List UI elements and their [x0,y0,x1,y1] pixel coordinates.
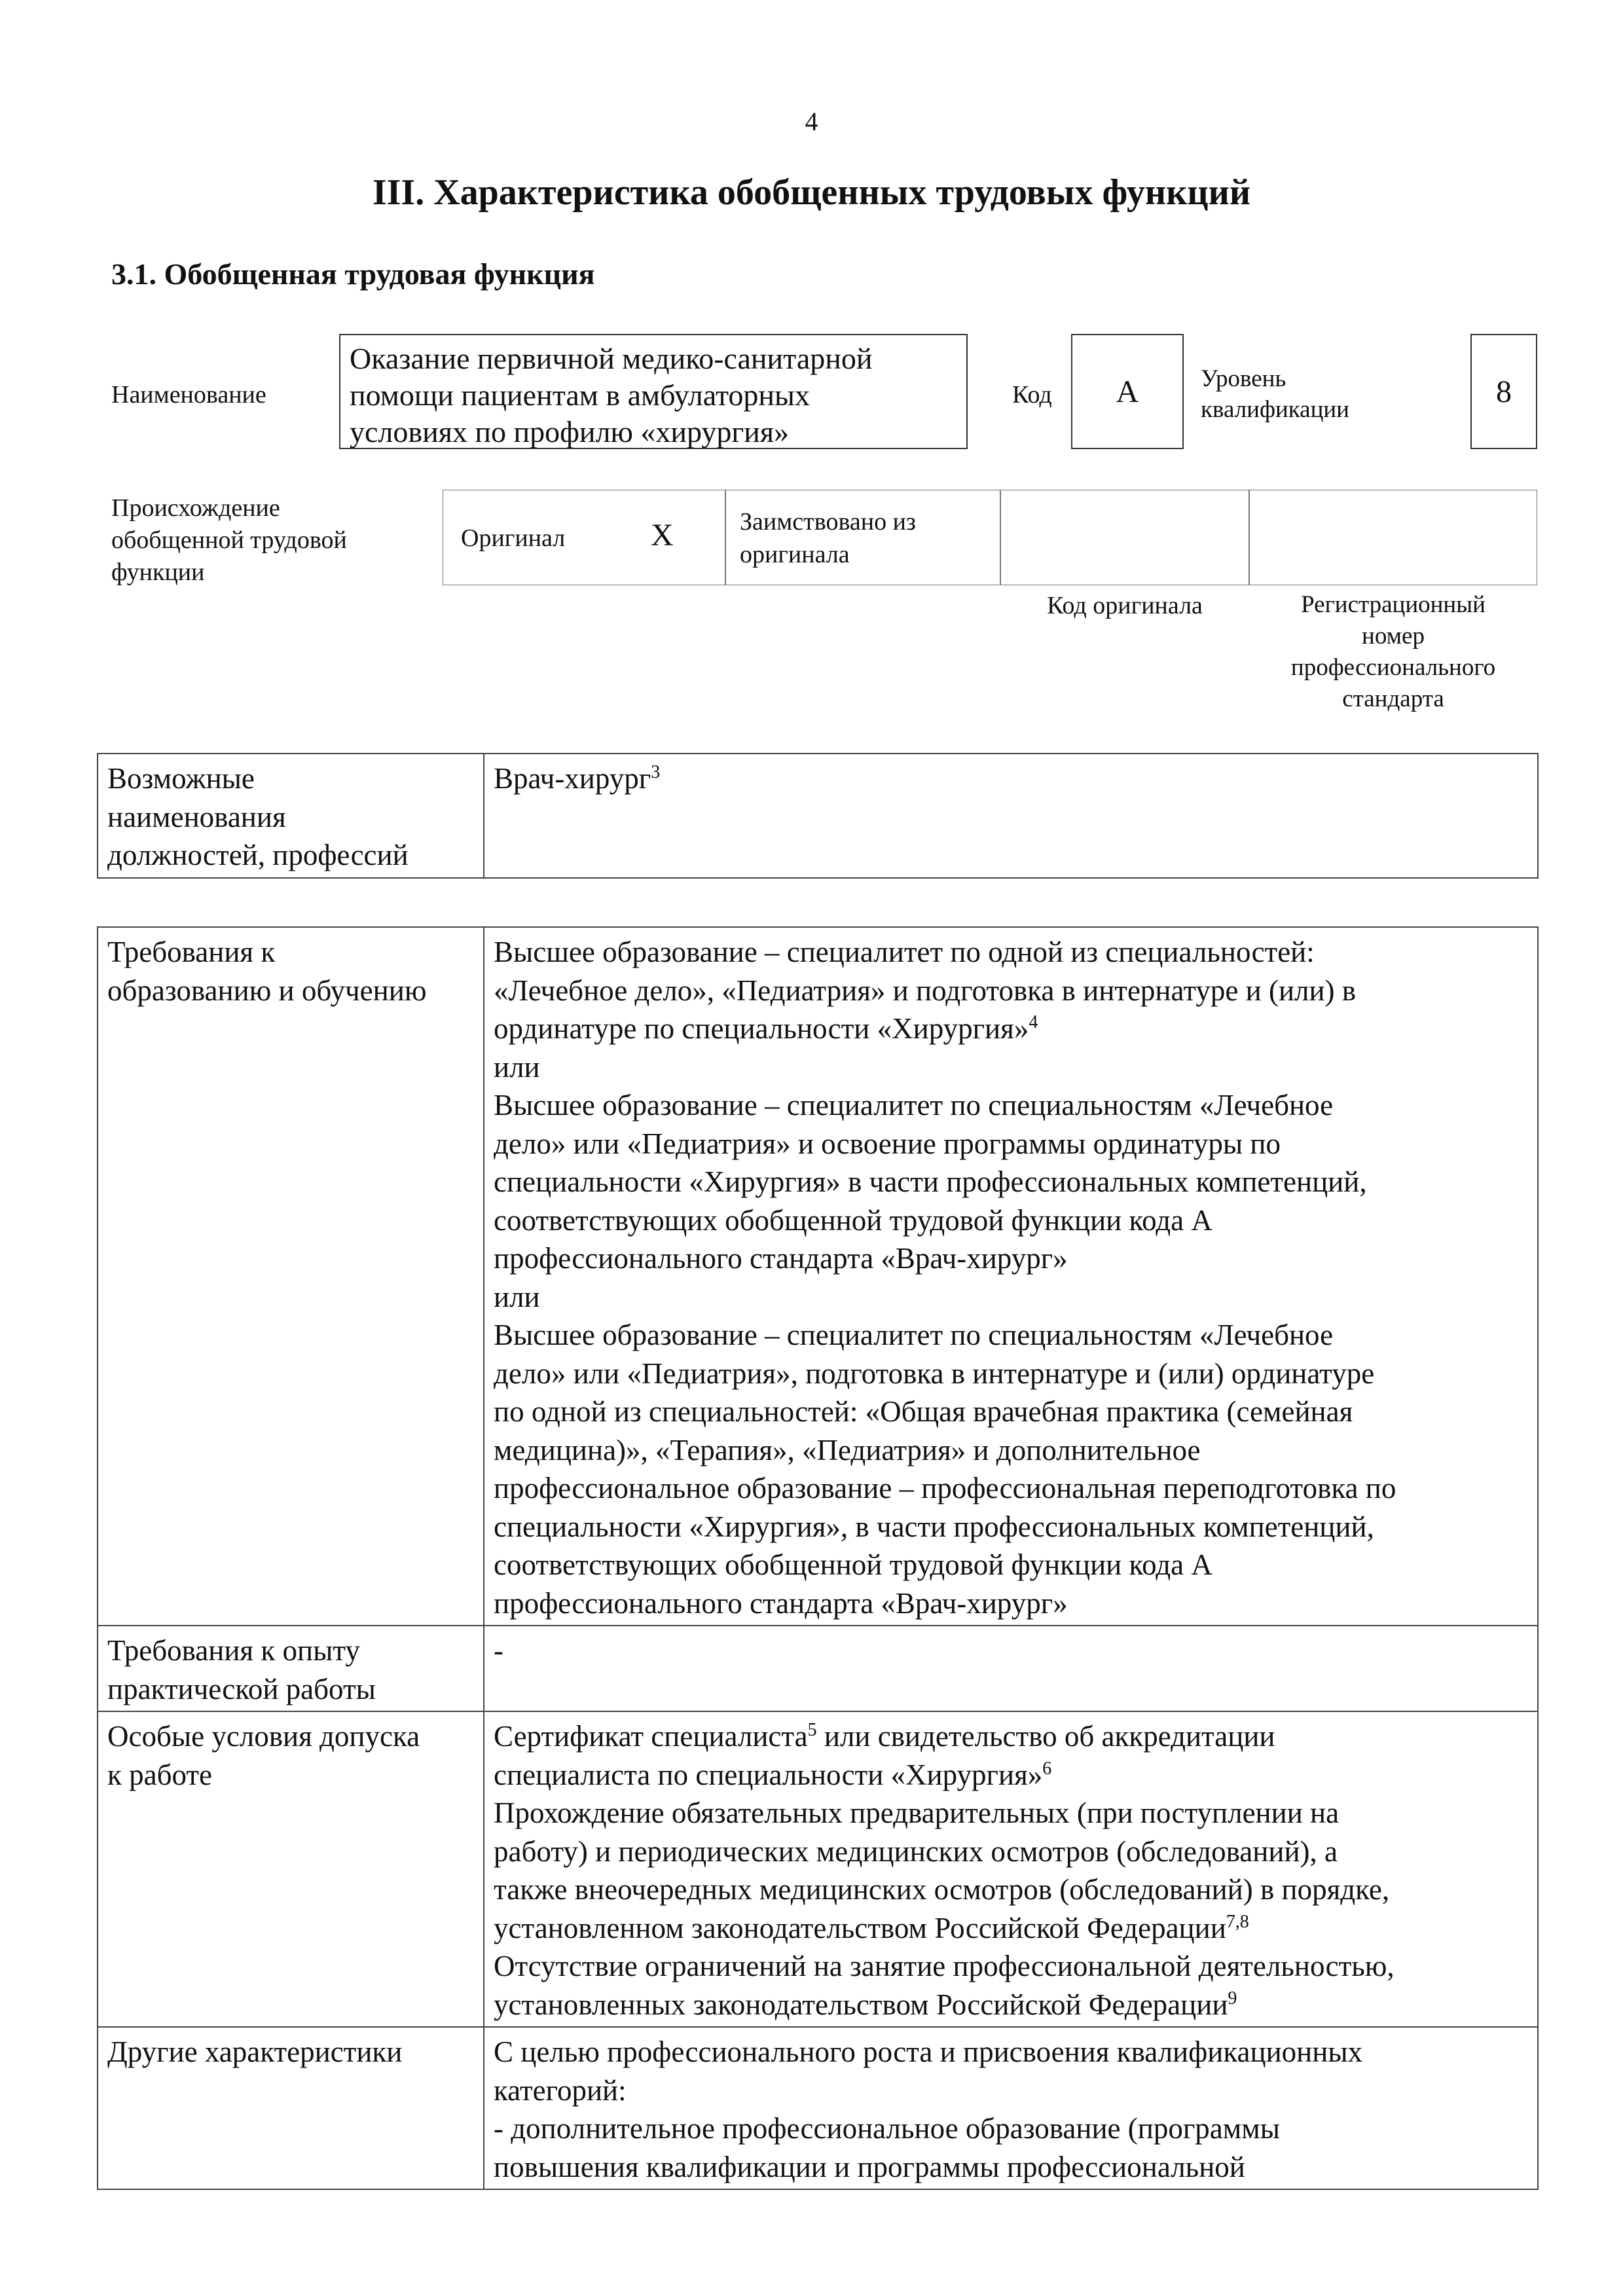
code-original-cell [1000,490,1249,585]
footnote-ref: 7,8 [1226,1911,1249,1932]
reg-number-caption [1249,589,1537,715]
admission-line: также внеочередных медицинских осмотров (обследований) в порядке, [494,1873,1390,1906]
footnote-ref: 5 [807,1720,817,1740]
admission-line: Отсутствие ограничений на занятие профессиональной деятельностью, [494,1950,1395,1982]
name-label: Наименование [111,381,266,409]
function-name-line: условиях по профилю «хирургия» [350,415,789,448]
positions-table [97,753,1539,879]
original-mark: X [651,518,674,553]
admission-label-cell [98,1711,484,2027]
function-name-box [339,334,968,449]
admission-text: или свидетельство об аккредитации [824,1720,1275,1753]
origin-label-line: обобщенной трудовой [111,526,347,554]
education-label-cell [98,927,484,1626]
table-row [98,754,1538,878]
education-line: Высшее образование – специалитет по специальностям «Лечебное [494,1319,1334,1351]
education-line: соответствующих обобщенной трудовой функции кода А [494,1548,1213,1581]
education-line: специальности «Хирургия», в части профессиональных компетенций, [494,1510,1374,1543]
education-line: дело» или «Педиатрия», подготовка в интернатуре и (или) ординатуре [494,1357,1375,1390]
admission-line: Прохождение обязательных предварительных (при поступлении на [494,1796,1340,1829]
other-value-cell [484,2027,1538,2189]
borrowed-label-line: Заимствовано из [740,508,916,536]
admission-label-line: к работе [107,1758,213,1791]
subsection-title: 3.1. Обобщенная трудовая функция [111,257,595,291]
positions-label-line: наименования [107,800,286,833]
admission-text: установленных законодательством Российской Федерации [494,1988,1228,2021]
experience-value-cell [484,1626,1538,1711]
education-line: или [494,1050,540,1084]
other-label: Другие характеристики [107,2035,403,2068]
education-line: профессионального стандарта «Врач-хирург» [494,1242,1068,1275]
borrowed-label-line: оригинала [740,541,850,568]
table-row [98,927,1538,1626]
table-row [98,2027,1538,2189]
positions-value-cell [484,754,1538,878]
code-value-box [1071,334,1184,449]
admission-line [494,1986,1528,2024]
education-line: соответствующих обобщенной трудовой функции кода А [494,1203,1213,1237]
code-value: А [1116,374,1139,409]
education-line-with-note [494,1010,1528,1048]
education-line: Высшее образование – специалитет по одной из специальностей: [494,936,1315,968]
education-line: по одной из специальностей: «Общая врачебная практика (семейная [494,1395,1353,1428]
experience-label-cell [98,1626,484,1711]
experience-label-line: практической работы [107,1672,376,1705]
table-row [98,1626,1538,1711]
code-original-caption: Код оригинала [1047,592,1203,619]
page-number: 4 [805,107,818,136]
level-value-box [1470,334,1537,449]
level-value: 8 [1496,374,1512,409]
level-label-line: Уровень [1201,365,1286,392]
origin-label [111,492,347,589]
admission-text: Сертификат специалиста [494,1720,808,1753]
admission-text: специалиста по специальности «Хирургия» [494,1758,1043,1791]
reg-caption-line: стандарта [1342,685,1444,712]
education-line: медицина)», «Терапия», «Педиатрия» и дополнительное [494,1433,1201,1467]
education-line: специальности «Хирургия» в части профессиональных компетенций, [494,1165,1367,1198]
function-name-line: Оказание первичной медико-санитарной [350,342,873,375]
footnote-ref: 3 [651,762,661,782]
requirements-table [97,926,1539,2190]
admission-value-cell [484,1711,1538,2027]
education-label-line: Требования к [107,936,276,968]
table-row [98,1711,1538,2027]
reg-caption-line: Регистрационный [1301,591,1486,618]
education-line: ординатуре по специальности «Хирургия» [494,1012,1029,1045]
other-line: С целью профессионального роста и присвоения квалификационных [494,2035,1363,2068]
admission-text: установленном законодательством Российской Федерации [494,1911,1226,1944]
education-line: «Лечебное дело», «Педиатрия» и подготовка в интернатуре и (или) в [494,974,1357,1007]
education-line: Высшее образование – специалитет по специальностям «Лечебное [494,1089,1334,1121]
origin-label-line: функции [111,558,205,586]
footnote-ref: 9 [1228,1988,1237,2009]
original-label: Оригинал [461,524,566,552]
positions-label-line: должностей, профессий [107,839,409,871]
education-line: профессиональное образование – профессиональная переподготовка по [494,1472,1396,1504]
reg-caption-line: профессионального [1290,654,1496,681]
education-line: профессионального стандарта «Врач-хирург» [494,1586,1068,1620]
education-line: дело» или «Педиатрия» и освоение программы ординатуры по [494,1127,1281,1160]
reg-caption-line: номер [1362,623,1425,649]
footnote-ref: 4 [1029,1012,1038,1032]
experience-value: - [494,1634,503,1667]
other-line: повышения квалификации и программы профессиональной [494,2150,1245,2183]
education-label-line: образованию и обучению [107,974,427,1007]
education-value-cell [484,927,1538,1626]
function-name-line: помощи пациентам в амбулаторных [350,378,810,412]
footnote-ref: 6 [1042,1758,1052,1779]
admission-label-line: Особые условия допуска [107,1720,420,1753]
origin-label-line: Происхождение [111,494,280,522]
reg-number-cell [1249,490,1537,585]
section-title: III. Характеристика обобщенных трудовых функций [372,172,1251,213]
experience-label-line: Требования к опыту [107,1634,360,1667]
education-line: или [494,1280,540,1313]
level-label [1201,363,1349,425]
other-label-cell [98,2027,484,2189]
other-line: категорий: [494,2073,627,2107]
admission-line: работу) и периодических медицинских осмотров (обследований), а [494,1834,1338,1868]
code-label: Код [1012,381,1052,409]
admission-line [494,1909,1528,1948]
positions-label-cell [98,754,484,878]
level-label-line: квалификации [1201,396,1349,423]
positions-label-line: Возможные [107,762,255,795]
admission-line [494,1756,1528,1795]
other-line: - дополнительное профессиональное образование (программы [494,2112,1280,2145]
positions-value: Врач-хирург [494,762,651,795]
admission-line [494,1717,1528,1756]
borrowed-label [740,505,916,571]
